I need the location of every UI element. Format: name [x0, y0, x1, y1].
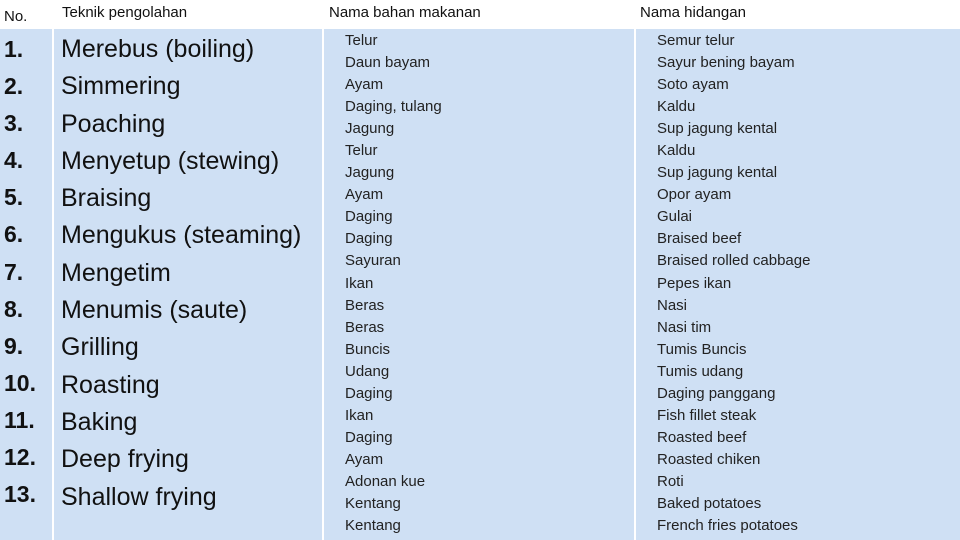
ingredient-item: Daging — [345, 428, 393, 446]
ingredient-item: Sayuran — [345, 252, 401, 270]
technique-item: Menumis (saute) — [61, 296, 248, 325]
row-number: 7. — [4, 258, 24, 285]
ingredient-item: Ayam — [345, 186, 384, 204]
row-number: 10. — [4, 369, 36, 396]
technique-item: Menyetup (stewing) — [61, 146, 280, 175]
row-number: 13. — [4, 481, 36, 508]
technique-item: Simmering — [61, 72, 181, 101]
header-dish: Nama hidangan — [640, 4, 746, 21]
row-number: 9. — [4, 332, 24, 359]
technique-item: Roasting — [61, 370, 160, 399]
dish-item: Roti — [657, 472, 684, 490]
dish-item: Braised beef — [657, 230, 742, 248]
ingredient-item: Kentang — [345, 494, 401, 512]
ingredient-item: Ayam — [345, 76, 384, 94]
technique-item: Braising — [61, 184, 152, 213]
ingredient-item: Daging — [345, 208, 393, 226]
dish-item: Kaldu — [657, 142, 696, 160]
dish-item: Roasted chiken — [657, 450, 761, 468]
dish-item: Pepes ikan — [657, 274, 732, 292]
dish-item: Roasted beef — [657, 428, 747, 446]
dish-item: Nasi — [657, 296, 688, 314]
row-number: 3. — [4, 110, 24, 137]
ingredient-item: Beras — [345, 296, 385, 314]
technique-list — [61, 31, 301, 516]
dish-item: Fish fillet steak — [657, 406, 757, 424]
row-number: 5. — [4, 184, 24, 211]
dish-item: Sayur bening bayam — [657, 54, 795, 72]
technique-item: Mengetim — [61, 258, 171, 287]
row-number: 12. — [4, 444, 36, 471]
ingredient-item: Telur — [345, 32, 378, 49]
header-technique: Teknik pengolahan — [62, 4, 188, 21]
ingredient-item: Daging — [345, 384, 393, 402]
dish-item: Sup jagung kental — [657, 164, 778, 182]
dish-item: Daging panggang — [657, 384, 776, 402]
dish-item: Soto ayam — [657, 76, 729, 94]
dish-item: Sup jagung kental — [657, 120, 778, 138]
row-number: 2. — [4, 73, 24, 100]
dish-item: Braised rolled cabbage — [657, 252, 811, 270]
ingredient-item: Telur — [345, 142, 378, 160]
ingredient-list — [345, 30, 442, 537]
dish-item: Baked potatoes — [657, 494, 762, 512]
ingredient-item: Beras — [345, 318, 385, 336]
header-ingredient: Nama bahan makanan — [329, 4, 481, 21]
dish-list — [657, 30, 810, 537]
dish-item: French fries potatoes — [657, 517, 798, 535]
technique-item: Grilling — [61, 333, 139, 362]
ingredient-item: Jagung — [345, 164, 395, 182]
row-number: 8. — [4, 295, 24, 322]
dish-item: Tumis udang — [657, 362, 744, 380]
dish-item: Semur telur — [657, 32, 735, 49]
ingredient-item: Udang — [345, 362, 390, 380]
technique-item: Poaching — [61, 109, 166, 138]
ingredient-item: Daging — [345, 230, 393, 248]
dish-item: Opor ayam — [657, 186, 732, 204]
row-number: 1. — [4, 36, 24, 62]
row-number: 11. — [4, 406, 35, 433]
technique-item: Merebus (boiling) — [61, 35, 255, 63]
ingredient-item: Buncis — [345, 340, 391, 358]
technique-item: Baking — [61, 407, 138, 436]
ingredient-item: Jagung — [345, 120, 395, 138]
dish-item: Gulai — [657, 208, 693, 226]
ingredient-item: Kentang — [345, 517, 401, 535]
dish-item: Nasi tim — [657, 318, 712, 336]
number-list — [4, 31, 36, 513]
ingredient-item: Adonan kue — [345, 472, 426, 490]
row-number: 6. — [4, 221, 24, 248]
ingredient-item: Ikan — [345, 406, 374, 424]
dish-item: Kaldu — [657, 98, 696, 116]
ingredient-item: Ikan — [345, 274, 374, 292]
ingredient-item: Ayam — [345, 450, 384, 468]
header-no: No. — [4, 8, 28, 25]
ingredient-item: Daging, tulang — [345, 98, 442, 116]
technique-item: Shallow frying — [61, 482, 217, 511]
row-number: 4. — [4, 147, 24, 174]
ingredient-item: Daun bayam — [345, 54, 431, 72]
technique-item: Mengukus (steaming) — [61, 221, 302, 250]
dish-item: Tumis Buncis — [657, 340, 747, 358]
technique-item: Deep frying — [61, 445, 189, 474]
